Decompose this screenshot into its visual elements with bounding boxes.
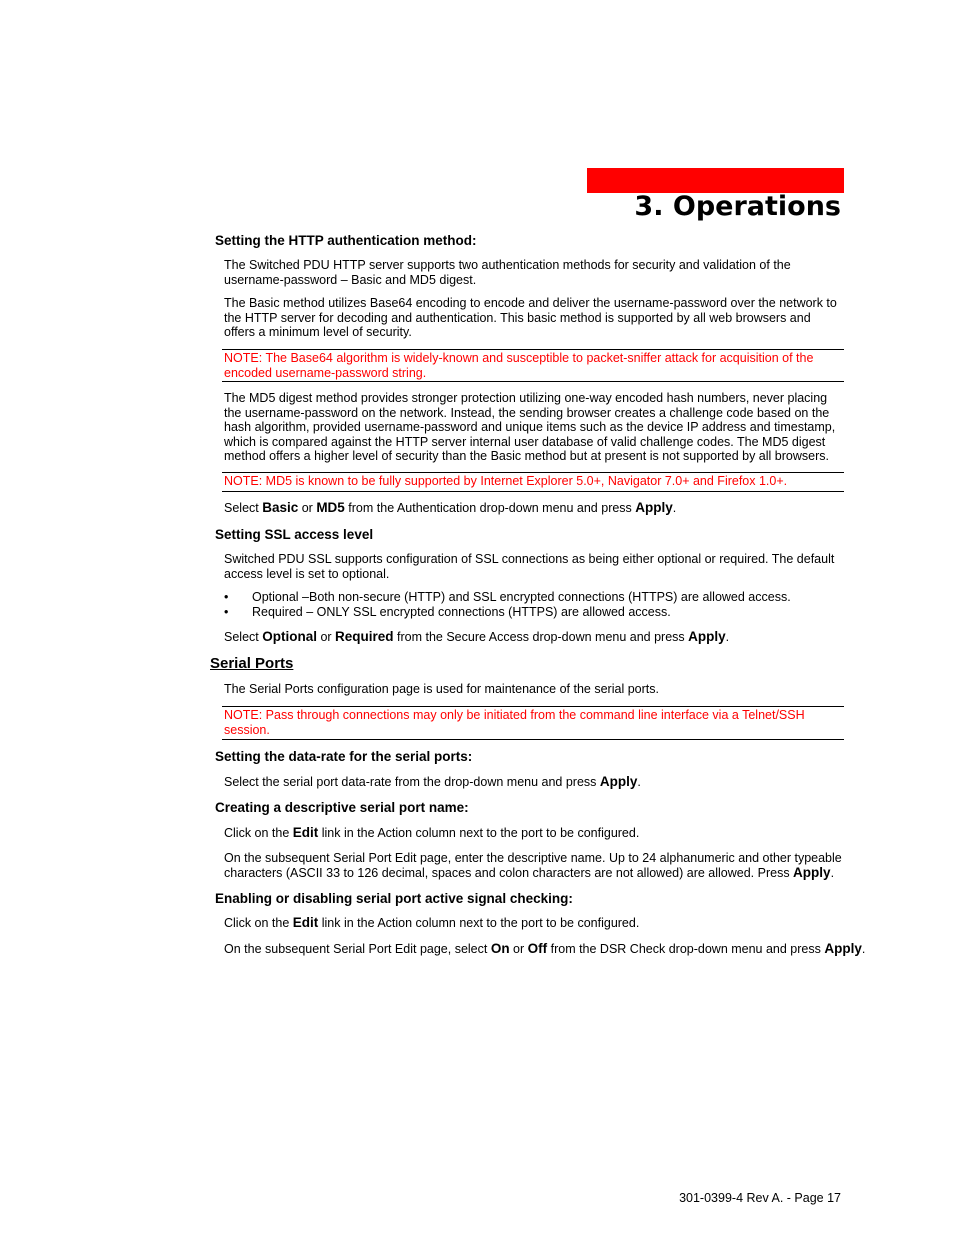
on-option-label: On bbox=[490, 941, 510, 956]
base64-note: NOTE: The Base64 algorithm is widely-known and susceptible to packet-sniffer attack for acquisition of the encoded username-password string. bbox=[222, 349, 844, 382]
signal-check-heading: Enabling or disabling serial port active signal checking: bbox=[215, 891, 573, 906]
http-auth-paragraph-2: The Basic method utilizes Base64 encoding to encode and deliver the username-password over the network to the HTTP server for decoding and authentication. This basic method is supported by all web browsers and offers a minimum level of security. bbox=[224, 296, 837, 340]
text-run: link in the Action column next to the port to be configured. bbox=[318, 826, 640, 840]
required-option-label: Required bbox=[335, 629, 394, 644]
text-run: from the Secure Access drop-down menu and press bbox=[393, 630, 689, 644]
http-auth-select-instruction bbox=[224, 501, 840, 516]
text-run: Click on the bbox=[224, 916, 293, 930]
text-run: . bbox=[637, 775, 641, 789]
text-run: or bbox=[316, 630, 336, 644]
signal-check-instruction-1 bbox=[224, 916, 840, 931]
text-run: . bbox=[861, 942, 866, 956]
port-name-instruction-1 bbox=[224, 826, 840, 841]
apply-label: Apply bbox=[824, 941, 862, 956]
http-auth-paragraph-1: The Switched PDU HTTP server supports two authentication methods for security and validation of the username-password – Basic and MD5 digest. bbox=[224, 258, 791, 287]
http-auth-paragraph-3: The MD5 digest method provides stronger protection utilizing one-way encoded hash numbers, never placing the username-password on the network. Instead, the sending browser creates a challenge code based on the hash algorithm, provided username-password and unique items such as the device IP address and timestamp, which is compared against the HTTP server internal user database of valid challenge codes. The MD5 digest method offers a higher level of security than the Basic method but at present is not supported by all browsers. bbox=[224, 391, 836, 464]
text-run: Select bbox=[224, 630, 263, 644]
text-run: Click on the bbox=[224, 826, 293, 840]
page-footer: 301-0399-4 Rev A. - Page 17 bbox=[679, 1191, 841, 1205]
md5-note: NOTE: MD5 is known to be fully supported by Internet Explorer 5.0+, Navigator 7.0+ and Firefox 1.0+. bbox=[222, 472, 844, 492]
data-rate-instruction bbox=[224, 775, 840, 790]
text-run: Select the serial port data-rate from the drop-down menu and press bbox=[224, 775, 600, 789]
serial-ports-paragraph: The Serial Ports configuration page is used for maintenance of the serial ports. bbox=[224, 682, 659, 696]
port-name-instruction-2 bbox=[224, 851, 844, 880]
signal-check-instruction-2 bbox=[224, 941, 866, 957]
text-run: or bbox=[298, 501, 317, 515]
text-run: from the Authentication drop-down menu and press bbox=[344, 501, 636, 515]
apply-label: Apply bbox=[793, 864, 831, 880]
http-auth-heading: Setting the HTTP authentication method: bbox=[215, 233, 477, 248]
text-run: Select bbox=[224, 501, 263, 515]
text-run: On the subsequent Serial Port Edit page, enter the descriptive name. Up to 24 alphanumeric and other typeable characters (ASCII 33 to 126 decimal, spaces and colon characters are not allowed) are allowed. Press bbox=[224, 851, 842, 880]
basic-option-label: Basic bbox=[262, 500, 299, 515]
list-item-text: Optional –Both non-secure (HTTP) and SSL encrypted connections (HTTPS) are allowed access. bbox=[252, 590, 791, 604]
bullet-icon: • bbox=[224, 605, 229, 619]
md5-option-label: MD5 bbox=[316, 500, 345, 515]
ssl-heading: Setting SSL access level bbox=[215, 527, 374, 542]
serial-ports-heading: Serial Ports bbox=[210, 655, 294, 672]
text-run: link in the Action column next to the port to be configured. bbox=[318, 916, 640, 930]
text-run: . bbox=[725, 630, 730, 644]
port-name-heading: Creating a descriptive serial port name: bbox=[215, 800, 469, 815]
pass-through-note: NOTE: Pass through connections may only be initiated from the command line interface via a Telnet/SSH session. bbox=[222, 706, 844, 740]
text-run: On the subsequent Serial Port Edit page, select bbox=[224, 942, 491, 956]
data-rate-heading: Setting the data-rate for the serial ports: bbox=[215, 749, 473, 764]
apply-label: Apply bbox=[599, 774, 638, 789]
list-item-text: Required – ONLY SSL encrypted connections (HTTPS) are allowed access. bbox=[252, 605, 671, 619]
ssl-select-instruction bbox=[224, 630, 840, 645]
bullet-icon: • bbox=[224, 590, 229, 604]
list-item bbox=[224, 590, 824, 605]
text-run: from the DSR Check drop-down menu and press bbox=[547, 942, 825, 956]
text-run: . bbox=[830, 865, 835, 880]
chapter-title: 3. Operations bbox=[634, 191, 841, 222]
ssl-paragraph: Switched PDU SSL supports configuration of SSL connections as being either optional or required. The default access level is set to optional. bbox=[224, 552, 835, 581]
edit-label: Edit bbox=[292, 915, 319, 930]
edit-label: Edit bbox=[292, 825, 319, 840]
apply-label: Apply bbox=[688, 629, 726, 644]
apply-label: Apply bbox=[635, 500, 673, 515]
off-option-label: Off bbox=[527, 941, 548, 956]
text-run: . bbox=[672, 501, 677, 515]
text-run: or bbox=[509, 942, 528, 956]
optional-option-label: Optional bbox=[262, 629, 317, 644]
chapter-accent-bar bbox=[587, 168, 844, 193]
list-item bbox=[224, 605, 824, 620]
